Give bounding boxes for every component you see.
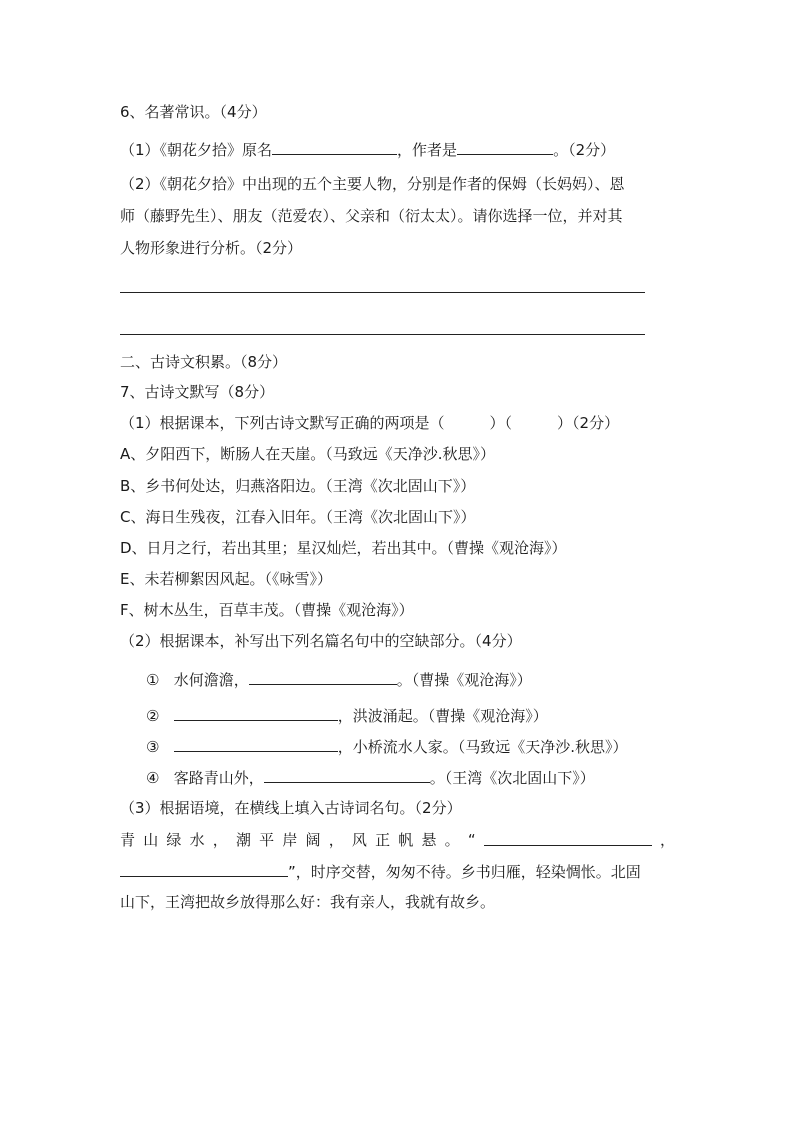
fill-item-3 [146, 735, 628, 758]
q7-sub1: （1）根据课本，下列古诗文默写正确的两项是（ ）（ ）（2分） [120, 414, 620, 432]
q6-part1-suffix: 。（2分） [553, 141, 616, 159]
q6-title: 6、名著常识。（4分） [120, 103, 267, 121]
q6-part2-line1: （2）《朝花夕拾》中出现的五个主要人物，分别是作者的保姆（长妈妈）、恩 [120, 175, 625, 193]
author-blank[interactable] [457, 138, 553, 155]
para-char: 绿 [166, 831, 182, 849]
q6-part2-line3: 人物形象进行分析。（2分） [120, 239, 303, 257]
q7-title: 7、古诗文默写（8分） [120, 383, 275, 401]
para-char: 帆 [398, 831, 414, 849]
option-f: F、树木丛生，百草丰茂。（曹操《观沧海》） [120, 601, 414, 619]
fill-item-1-after: 。（曹操《观沧海》） [396, 671, 532, 689]
option-c: C、海日生残夜，江春入旧年。（王湾《次北固山下》） [120, 508, 476, 526]
section2-title: 二、古诗文积累。（8分） [120, 353, 288, 371]
para-char: 平 [259, 831, 275, 849]
para-char: ， [659, 831, 675, 849]
fill-item-1 [146, 668, 532, 691]
fill-item-3-num: ③ [146, 738, 160, 756]
answer-line-1[interactable] [120, 292, 645, 293]
option-e: E、未若柳絮因风起。（《咏雪》） [120, 570, 332, 588]
para-char: 正 [375, 831, 391, 849]
fill-item-3-after: ，小桥流水人家。（马致远《天净沙.秋思》） [337, 738, 628, 756]
fill-item-1-blank[interactable] [249, 668, 397, 685]
para-char: 青 [120, 831, 136, 849]
para-char: 悬 [421, 831, 437, 849]
poem-blank-2[interactable] [120, 860, 288, 877]
paragraph-line-3: 山下，王湾把故乡放得那么好：我有亲人，我就有故乡。 [120, 893, 496, 911]
para-char: “ [467, 831, 476, 849]
para-char: 岸 [282, 831, 298, 849]
q7-sub2: （2）根据课本，补写出下列名篇名句中的空缺部分。（4分） [120, 632, 522, 650]
fill-item-4-after: 。（王湾《次北固山下》） [429, 769, 595, 787]
fill-item-3-blank[interactable] [174, 735, 338, 752]
fill-item-4-before: 客路青山外， [173, 769, 264, 787]
para-char: 阔 [305, 831, 321, 849]
fill-item-4-num: ④ [146, 769, 160, 787]
paragraph-line-2 [120, 860, 641, 883]
fill-item-2-after: ，洪波涌起。（曹操《观沧海》） [337, 707, 548, 725]
para-char: 山 [143, 831, 159, 849]
fill-item-4-blank[interactable] [264, 766, 430, 783]
fill-item-1-num: ① [146, 671, 160, 689]
para-char: ， [328, 831, 344, 849]
fill-item-1-before: 水何澹澹， [173, 671, 249, 689]
para-char: 潮 [235, 831, 251, 849]
paragraph-line-1 [120, 829, 675, 852]
para-char: 风 [351, 831, 367, 849]
q6-part1-prefix: （1）《朝花夕拾》原名 [120, 141, 273, 159]
poem-blank-1[interactable] [484, 829, 652, 846]
para-char: 水 [189, 831, 205, 849]
original-name-blank[interactable] [272, 138, 397, 155]
fill-item-4 [146, 766, 595, 789]
fill-item-2 [146, 704, 548, 727]
fill-item-2-blank[interactable] [174, 704, 338, 721]
q6-part1-mid: ，作者是 [397, 141, 458, 159]
fill-item-2-num: ② [146, 707, 160, 725]
q6-part2-line2: 师（藤野先生）、朋友（范爱农）、父亲和（衍太太）。请你选择一位，并对其 [120, 207, 623, 225]
para-char: 。 [444, 831, 460, 849]
option-d: D、日月之行，若出其里；星汉灿烂，若出其中。（曹操《观沧海》） [120, 539, 567, 557]
q7-sub3: （3）根据语境，在横线上填入古诗词名句。（2分） [120, 799, 462, 817]
option-a: A、夕阳西下，断肠人在天崖。（马致远《天净沙.秋思》） [120, 445, 496, 463]
q6-part1 [120, 138, 615, 161]
para-char: ， [212, 831, 228, 849]
option-b: B、乡书何处达，归燕洛阳边。（王湾《次北固山下》） [120, 477, 476, 495]
paragraph-line-2-text: ”，时序交替，匆匆不待。乡书归雁，轻染惆怅。北固 [288, 863, 641, 881]
answer-line-2[interactable] [120, 334, 645, 335]
